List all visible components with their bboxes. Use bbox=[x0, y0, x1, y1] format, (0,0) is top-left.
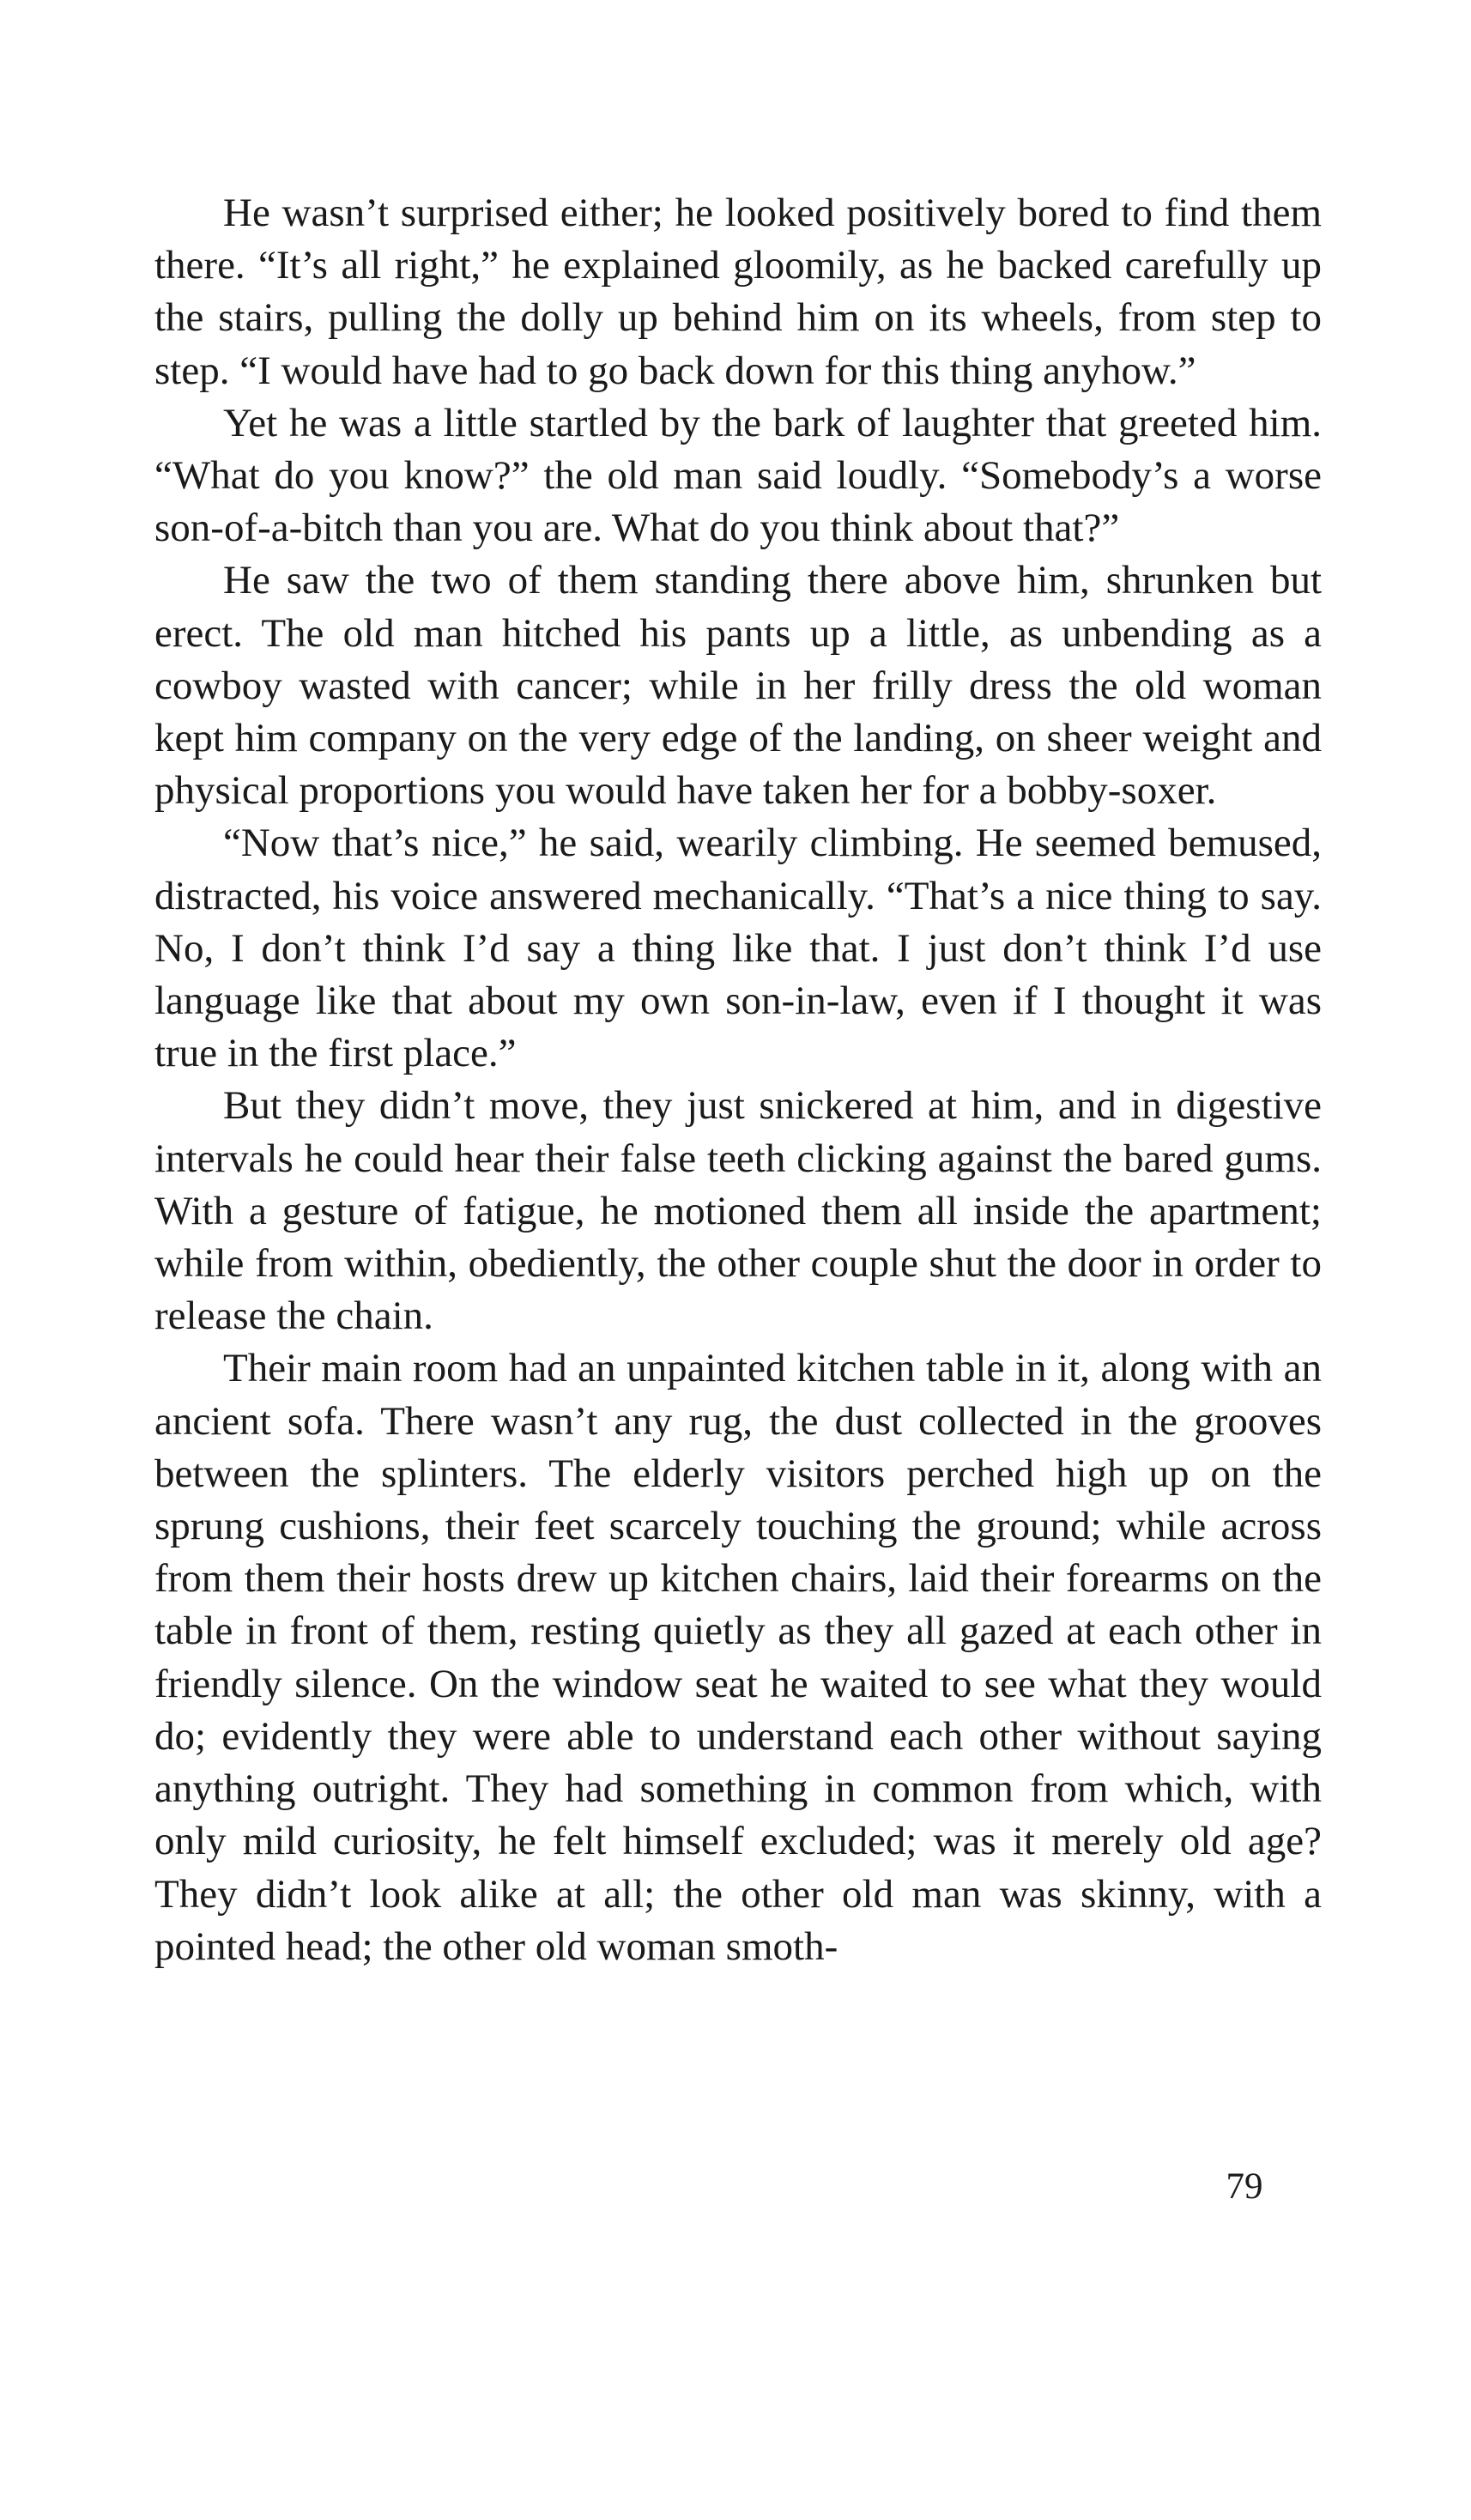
paragraph-3: He saw the two of them standing there above him, shrunken but erect. The old man hitched his pants up a little, as unbending as a cowboy wasted with cancer; while in her frilly dress the old woman kept him company on the very edge of the landing, on sheer weight and physical proportions you would have taken her for a bobby-soxer. bbox=[154, 558, 1322, 814]
paragraph-1: He wasn’t surprised either; he looked positively bored to find them there. “It’s all right,” he explained gloomily, as he backed carefully up the stairs, pulling the dolly up behind him on its wheels, from step to step. “I would have had to go back down for this thing anyhow.” bbox=[154, 191, 1322, 393]
paragraph-6: Their main room had an unpainted kitchen table in it, along with an ancient sofa. There wasn’t any rug, the dust collected in the grooves between the splinters. The elderly visitors perched high up on the sprung cushions, their feet scarcely touching the ground; while across from them their hosts drew up kitchen chairs, laid their forearms on the table in front of them, resting quietly as they all gazed at each other in friendly silence. On the window seat he waited to see what they would do; evidently they were able to understand each other without saying anything outright. They had something in common from which, with only mild curiosity, he felt himself excluded; was it merely old age? They didn’t look alike at all; the other old man was skinny, with a pointed head; the other old woman smoth- bbox=[154, 1346, 1322, 1969]
paragraph-5: But they didn’t move, they just snickered at him, and in digestive intervals he could hear their false teeth clicking against the bared gums. With a gesture of fatigue, he motioned them all inside the apartment; while from within, obediently, the other couple shut the door in order to release the chain. bbox=[154, 1083, 1322, 1339]
paragraph-4: “Now that’s nice,” he said, wearily climbing. He seemed bemused, distracted, his voice answered mechanically. “That’s a nice thing to say. No, I don’t think I’d say a thing like that. I just don’t think I’d use language like that about my own son-in-law, even if I thought it was true in the first place.” bbox=[154, 821, 1322, 1076]
page-number: 79 bbox=[1226, 2166, 1263, 2207]
paragraph-2: Yet he was a little startled by the bark of laughter that greeted him. “What do you know?” the old man said loudly. “Somebody’s a worse son-of-a-bitch than you are. What do you think about that?” bbox=[154, 400, 1322, 551]
body-text bbox=[154, 187, 1322, 1973]
